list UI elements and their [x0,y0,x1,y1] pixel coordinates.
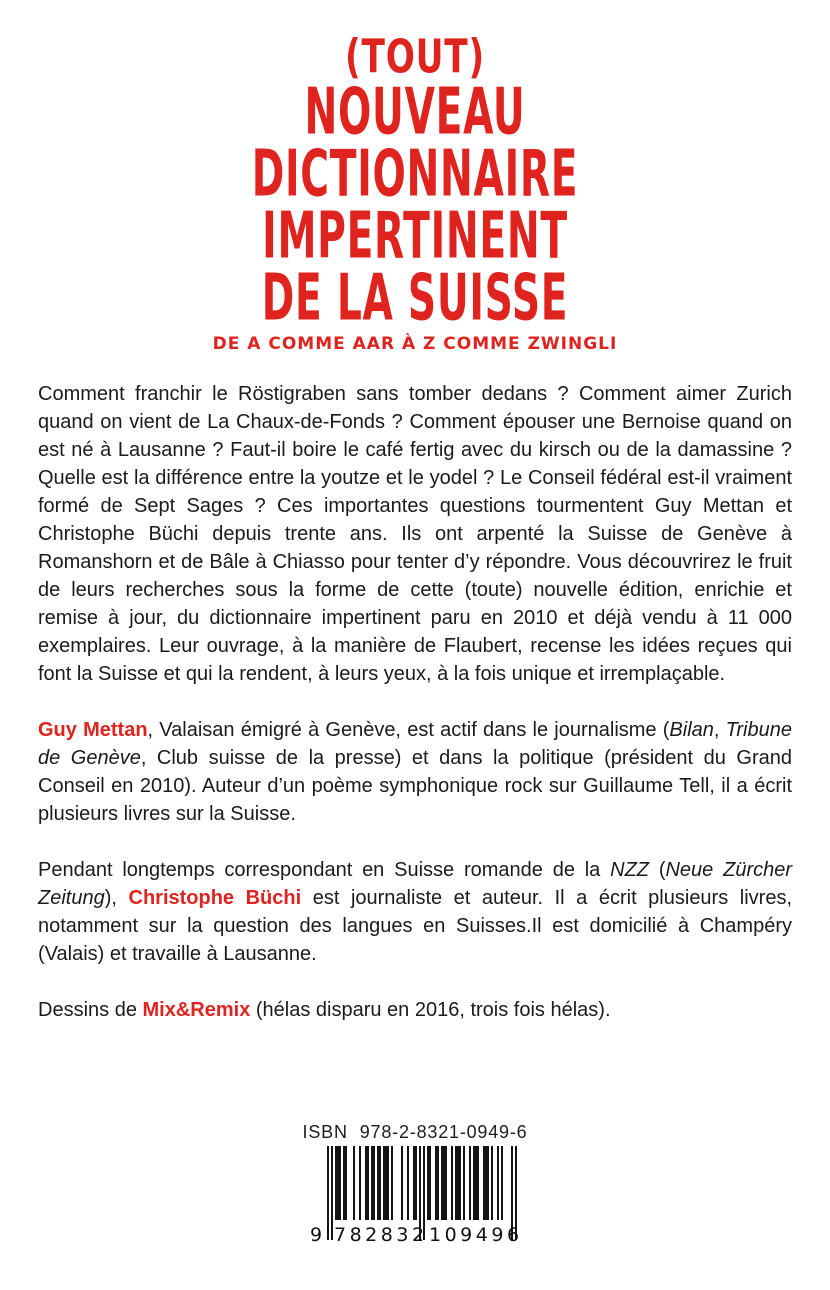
text-segment: Pendant longtemps correspondant en Suisse romande de la [38,859,611,881]
publication-neue-zurcher-zeitung: Neue Zürcher Zeitung [38,859,793,909]
title-line-nouveau: NOUVEAU [304,75,526,150]
isbn-value: 978-2-8321-0949-6 [359,1122,528,1142]
text-segment: , [713,719,726,741]
title-subtitle: DE A COMME AAR À Z COMME ZWINGLI [212,334,618,354]
guy-mettan-bio-paragraph [38,716,792,828]
christophe-buchi-bio-paragraph [38,856,792,968]
text-segment: Comment franchir le Röstigraben sans tomber dedans ? Comment aimer Zurich quand on vient de La Chaux-de-Fonds ? Comment épouser une Bernoise quand on est né à Lausanne ? Faut-il boire le café fertig avec du kirsch ou de la damassine ? Quelle est la différence entre la youtze et le yodel ? Le Conseil fédéral est-il vraiment formé de Sept Sages ? Ces importantes questions tourmentent Guy Mettan et Christophe Büchi depuis trente ans. Ils ont arpenté la Suisse de Genève à Romanshorn et de Bâle à Chiasso pour tenter d’y répondre. Vous découvrirez le fruit de leurs recherches sous la forme de cette (toute) nouvelle édition, enrichie et remise à jour, du dictionnaire impertinent paru en 2010 et déjà vendu à 11 000 exemplaires. Leur ouvrage, à la manière de Flaubert, recense les idées reçues qui font la Suisse et qui la rendent, à leurs yeux, à la fois unique et irremplaçable. [38,383,792,685]
isbn-block [0,1122,830,1246]
title-line-impertinent: IMPERTINENT [262,199,568,274]
barcode-left-digit-group: 782832 [334,1224,428,1246]
author-name-christophe-buchi: Christophe Büchi [128,887,302,909]
text-segment: (hélas disparu en 2016, trois fois hélas). [250,999,611,1021]
isbn-label: ISBN [302,1122,348,1142]
description-section [38,380,792,1024]
text-segment: ( [649,859,666,881]
ean13-barcode [310,1146,523,1246]
illustrator-paragraph [38,996,792,1024]
text-segment: , Club suisse de la presse) et dans la politique (président du Grand Conseil en 2010). Auteur d’un poème symphonique rock sur Guillaume Tell, il a écrit plusieurs livres sur la Suisse. [38,747,792,825]
barcode-right-digit-group: 109496 [429,1224,523,1246]
title-line-dictionnaire: DICTIONNAIRE [251,137,579,212]
intro-paragraph [38,380,792,688]
title-line-de-la-suisse: DE LA SUISSE [261,261,569,336]
barcode-first-digit: 9 [310,1224,323,1246]
title-line-tout: (TOUT) [345,30,485,85]
title-block [0,0,830,354]
text-segment: Dessins de [38,999,143,1021]
illustrator-name-mix-remix: Mix&Remix [142,999,251,1021]
text-segment: ), [104,887,129,909]
publication-nzz: NZZ [610,859,650,881]
isbn-line [0,1122,830,1143]
author-name-guy-mettan: Guy Mettan [38,719,148,741]
text-segment: est journaliste et auteur. Il a écrit plusieurs livres, notamment sur la question des langues en Suisses.Il est domicilié à Champéry (Valais) et travaille à Lausanne. [38,887,792,965]
text-segment: , Valaisan émigré à Genève, est actif dans le journalisme ( [147,719,670,741]
publication-bilan: Bilan [669,719,714,741]
publication-tribune-de-geneve: Tribune de Genève [38,719,792,769]
